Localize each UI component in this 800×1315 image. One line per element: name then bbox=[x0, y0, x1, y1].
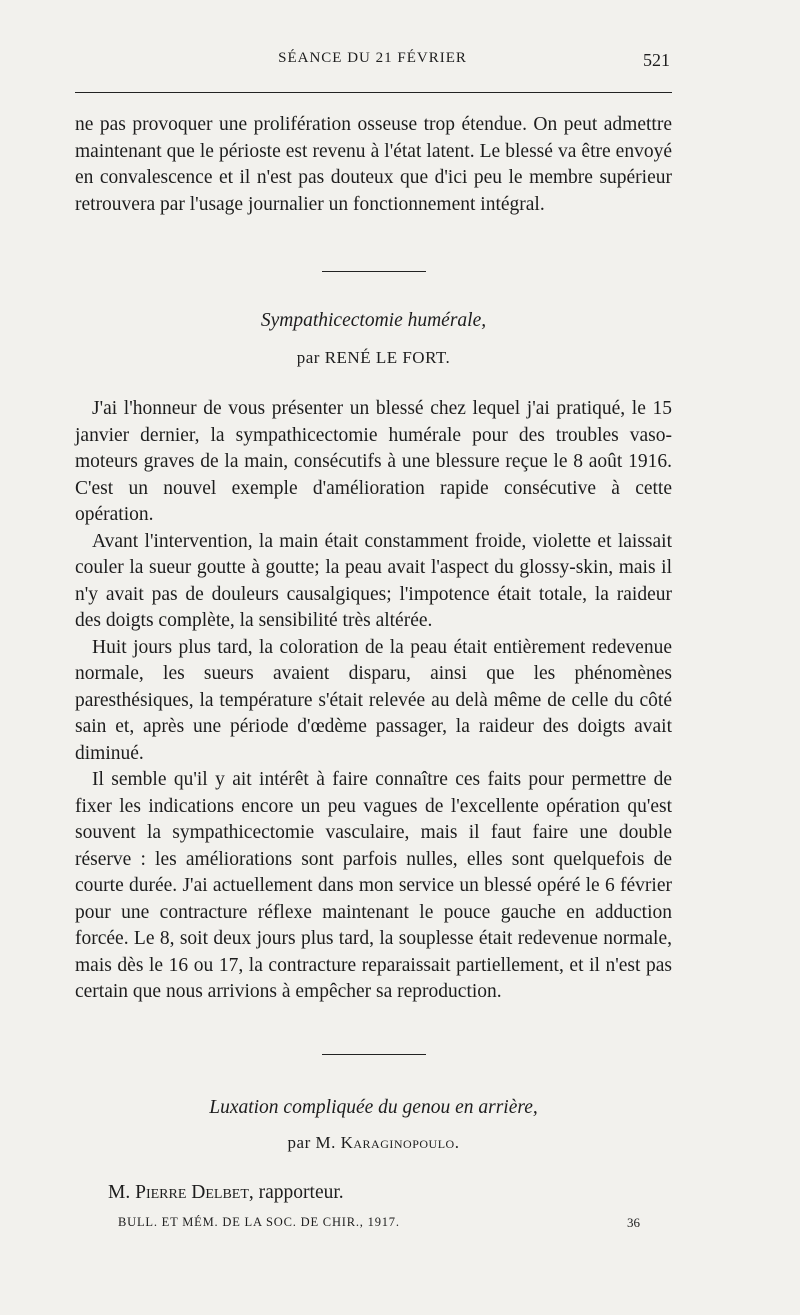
rapporteur-suffix: , rapporteur. bbox=[248, 1182, 344, 1203]
page-footer bbox=[118, 1215, 640, 1235]
journal-citation: BULL. ET MÉM. DE LA SOC. DE CHIR., 1917. bbox=[118, 1215, 400, 1229]
page-number: 521 bbox=[643, 50, 670, 70]
article-author: Karaginopoulo. bbox=[340, 1133, 460, 1152]
article-title: Sympathicectomie humérale, bbox=[260, 310, 487, 331]
rapporteur-name: Pierre Delbet bbox=[135, 1182, 249, 1203]
header-rule bbox=[75, 92, 672, 93]
byline-prefix: par M. bbox=[287, 1133, 336, 1152]
article-byline bbox=[75, 1133, 672, 1153]
article-author: RENÉ LE FORT. bbox=[324, 348, 451, 367]
section-separator bbox=[322, 1054, 426, 1055]
running-title: SÉANCE DU 21 FÉVRIER bbox=[278, 50, 467, 66]
body-paragraph: Il semble qu'il y ait intérêt à faire connaître ces faits pour permettre de fixer les indications encore un peu vagues de l'excellente opération qu'est souvent la sympathicectomie vasculaire, mais il faut faire une double réserve : les améliorations sont parfois nulles, elles sont quelquefois de courte durée. J'ai actuellement dans mon service un blessé opéré le 6 février pour une contracture réflexe maintenant le pouce gauche en adduction forcée. Le 8, soit deux jours plus tard, la souplesse était redevenue normale, mais dès le 16 ou 17, la contracture reparaissait partiellement, et il n'est pas certain que nous arrivions à empêcher sa reproduction. bbox=[75, 769, 672, 1002]
byline-prefix: par bbox=[296, 348, 320, 367]
rapporteur-prefix: M. bbox=[108, 1182, 131, 1203]
rapporteur-line bbox=[108, 1182, 344, 1204]
signature-mark: 36 bbox=[627, 1215, 640, 1230]
continuation-block bbox=[75, 112, 672, 218]
article-title: Luxation compliquée du genou en arrière, bbox=[209, 1097, 538, 1118]
continuation-paragraph: ne pas provoquer une prolifération osseuse trop étendue. On peut admettre maintenant que le périoste est revenu à l'état latent. Le blessé va être envoyé en convalescence et il n'est pas douteux que d'ici peu le membre supérieur retrouvera par l'usage journalier un fonctionnement intégral. bbox=[75, 114, 672, 215]
article-body bbox=[75, 396, 672, 1006]
page-header bbox=[75, 50, 670, 80]
body-paragraph: Avant l'intervention, la main était constamment froide, violette et laissait couler la sueur goutte à goutte; la peau avait l'aspect du glossy-skin, mais il n'y avait pas de douleurs causalgiques; l'impotence était totale, la raideur des doigts complète, la sensibilité très altérée. bbox=[75, 530, 672, 631]
section-separator bbox=[322, 271, 426, 272]
body-paragraph: J'ai l'honneur de vous présenter un blessé chez lequel j'ai pratiqué, le 15 janvier dernier, la sympathicectomie humérale pour des troubles vaso-moteurs graves de la main, consécutifs à une blessure reçue le 8 août 1916. C'est un nouvel exemple d'amélioration rapide consécutive à cette opération. bbox=[75, 398, 672, 525]
body-paragraph: Huit jours plus tard, la coloration de la peau était entièrement redevenue normale, les sueurs avaient disparu, ainsi que les phénomènes paresthésiques, la température s'était relevée au delà même de celle du côté sain et, après une période d'œdème passager, la raideur des doigts avait diminué. bbox=[75, 636, 672, 764]
article-byline bbox=[75, 348, 672, 368]
